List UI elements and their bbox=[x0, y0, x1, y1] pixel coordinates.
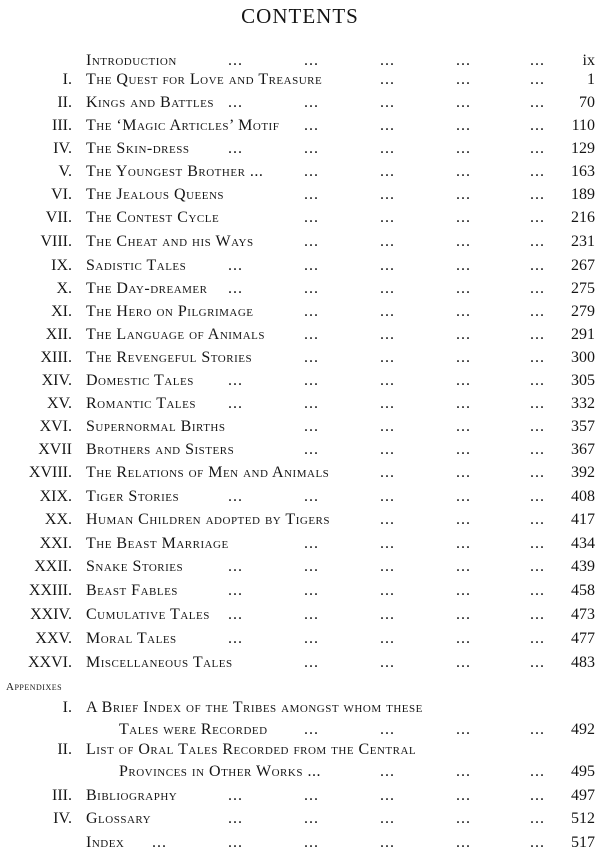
leader-dots: ... bbox=[304, 582, 319, 599]
leader-dots: ... bbox=[380, 721, 395, 738]
leader-dots: ... bbox=[456, 488, 471, 505]
leader-dots: ... bbox=[228, 94, 243, 111]
leader-dots: ... bbox=[304, 372, 319, 389]
toc-entry bbox=[0, 68, 600, 91]
leader-dots: ... bbox=[380, 535, 395, 552]
leader-dots: ... bbox=[304, 535, 319, 552]
entry-title: The Day-dreamer bbox=[86, 280, 208, 297]
entry-page: 189 bbox=[571, 186, 595, 203]
entry-number: IX. bbox=[51, 257, 72, 274]
entry-number: XXIII. bbox=[28, 582, 72, 599]
leader-dots: ... bbox=[304, 834, 319, 851]
leader-dots: ... bbox=[304, 721, 319, 738]
leader-dots: ... bbox=[380, 395, 395, 412]
toc-entry bbox=[0, 254, 600, 277]
entry-page: 163 bbox=[571, 163, 595, 180]
leader-dots: ... bbox=[456, 303, 471, 320]
entry-page: 483 bbox=[571, 654, 595, 671]
leader-dots: ... bbox=[530, 464, 545, 481]
page-title: CONTENTS bbox=[241, 4, 359, 28]
leader-dots: ... bbox=[228, 52, 243, 69]
leader-dots: ... bbox=[380, 810, 395, 827]
leader-dots: ... bbox=[304, 94, 319, 111]
entry-number: XI. bbox=[51, 303, 72, 320]
leader-dots: ... bbox=[304, 140, 319, 157]
leader-dots: ... bbox=[380, 654, 395, 671]
leader-dots: ... bbox=[456, 582, 471, 599]
leader-dots: ... bbox=[456, 395, 471, 412]
toc-entry bbox=[0, 91, 600, 114]
toc-entry bbox=[0, 651, 600, 674]
toc-entry bbox=[0, 508, 600, 531]
entry-title: Introduction bbox=[86, 52, 177, 69]
leader-dots: ... bbox=[456, 257, 471, 274]
entry-title: The Cheat and his Ways bbox=[86, 233, 254, 250]
entry-number: XXIV. bbox=[30, 606, 72, 623]
entry-title-continued: Tales were Recorded bbox=[119, 721, 268, 738]
entry-number: VIII. bbox=[40, 233, 72, 250]
leader-dots: ... bbox=[304, 418, 319, 435]
leader-dots: ... bbox=[456, 186, 471, 203]
entry-number: X. bbox=[56, 280, 72, 297]
entry-page: ix bbox=[582, 52, 595, 69]
entry-number: XII. bbox=[45, 326, 72, 343]
leader-dots: ... bbox=[228, 140, 243, 157]
entry-title: The Language of Animals bbox=[86, 326, 265, 343]
entry-page: 129 bbox=[571, 140, 595, 157]
leader-dots: ... bbox=[530, 94, 545, 111]
leader-dots: ... bbox=[456, 558, 471, 575]
leader-dots: ... bbox=[380, 488, 395, 505]
toc-entry bbox=[0, 230, 600, 253]
leader-dots: ... bbox=[380, 582, 395, 599]
leader-dots: ... bbox=[380, 630, 395, 647]
entry-title: Snake Stories bbox=[86, 558, 184, 575]
leader-dots: ... bbox=[530, 303, 545, 320]
leader-dots: ... bbox=[380, 558, 395, 575]
leader-dots: ... bbox=[530, 186, 545, 203]
leader-dots: ... bbox=[530, 558, 545, 575]
entry-page: 300 bbox=[571, 349, 595, 366]
entry-title: Beast Fables bbox=[86, 582, 178, 599]
leader-dots: ... bbox=[530, 280, 545, 297]
entry-title: Kings and Battles bbox=[86, 94, 214, 111]
entry-title: The Beast Marriage bbox=[86, 535, 229, 552]
entry-title: The Quest for Love and Treasure bbox=[86, 71, 323, 88]
entry-title: The Relations of Men and Animals bbox=[86, 464, 330, 481]
toc-entry bbox=[0, 346, 600, 369]
leader-dots: ... bbox=[304, 257, 319, 274]
entry-number: II. bbox=[57, 94, 72, 111]
entry-number: IV. bbox=[53, 810, 72, 827]
leader-dots: ... bbox=[456, 349, 471, 366]
entry-page: 417 bbox=[571, 511, 595, 528]
appendix-entry bbox=[0, 784, 600, 807]
entry-title: The ‘Magic Articles’ Motif bbox=[86, 117, 280, 134]
leader-dots: ... bbox=[530, 810, 545, 827]
entry-page: 517 bbox=[571, 834, 595, 851]
leader-dots: ... bbox=[530, 582, 545, 599]
leader-dots: ... bbox=[456, 326, 471, 343]
leader-dots: ... bbox=[530, 257, 545, 274]
leader-dots: ... bbox=[304, 52, 319, 69]
leader-dots: ... bbox=[380, 71, 395, 88]
entry-title: The Hero on Pilgrimage bbox=[86, 303, 254, 320]
leader-dots: ... bbox=[380, 257, 395, 274]
leader-dots: ... bbox=[380, 349, 395, 366]
leader-dots: ... bbox=[228, 810, 243, 827]
entry-title: Index bbox=[86, 834, 125, 851]
entry-number: I. bbox=[62, 699, 72, 716]
leader-dots: ... bbox=[380, 326, 395, 343]
entry-number: III. bbox=[52, 787, 72, 804]
entry-page: 495 bbox=[571, 763, 595, 780]
toc-entry bbox=[0, 392, 600, 415]
leader-dots: ... bbox=[304, 787, 319, 804]
leader-dots: ... bbox=[530, 441, 545, 458]
leader-dots: ... bbox=[228, 280, 243, 297]
entry-title: Tiger Stories bbox=[86, 488, 180, 505]
leader-dots: ... bbox=[380, 418, 395, 435]
entry-title: A Brief Index of the Tribes amongst whom these bbox=[86, 699, 423, 716]
leader-dots: ... bbox=[530, 349, 545, 366]
leader-dots: ... bbox=[380, 834, 395, 851]
leader-dots: ... bbox=[304, 606, 319, 623]
leader-dots: ... bbox=[530, 418, 545, 435]
entry-page: 332 bbox=[571, 395, 595, 412]
entry-title: The Skin-dress bbox=[86, 140, 190, 157]
entry-title: The Contest Cycle bbox=[86, 209, 220, 226]
leader-dots: ... bbox=[380, 464, 395, 481]
leader-dots: ... bbox=[304, 654, 319, 671]
toc-entry bbox=[0, 555, 600, 578]
entry-title: Glossary bbox=[86, 810, 152, 827]
leader-dots: ... bbox=[228, 558, 243, 575]
toc-entry bbox=[0, 369, 600, 392]
leader-dots: ... bbox=[304, 488, 319, 505]
toc-entry bbox=[0, 300, 600, 323]
leader-dots: ... bbox=[380, 209, 395, 226]
entry-title: The Revengeful Stories bbox=[86, 349, 253, 366]
entry-page: 216 bbox=[571, 209, 595, 226]
entry-title: Miscellaneous Tales bbox=[86, 654, 233, 671]
leader-dots: ... bbox=[530, 140, 545, 157]
entry-number: XXV. bbox=[35, 630, 72, 647]
leader-dots: ... bbox=[456, 606, 471, 623]
leader-dots: ... bbox=[380, 763, 395, 780]
entry-page: 1 bbox=[587, 71, 595, 88]
leader-dots: ... bbox=[228, 606, 243, 623]
leader-dots: ... bbox=[304, 349, 319, 366]
entry-title: Cumulative Tales bbox=[86, 606, 210, 623]
entry-page: 367 bbox=[571, 441, 595, 458]
leader-dots: ... bbox=[456, 654, 471, 671]
entry-page: 70 bbox=[579, 94, 595, 111]
leader-dots: ... bbox=[530, 52, 545, 69]
entry-title: Romantic Tales bbox=[86, 395, 196, 412]
entry-title: Human Children adopted by Tigers bbox=[86, 511, 330, 528]
entry-number: XV. bbox=[46, 395, 72, 412]
entry-number: XVIII. bbox=[28, 464, 72, 481]
leader-dots: ... bbox=[530, 326, 545, 343]
toc-entry bbox=[0, 206, 600, 229]
leader-dots: ... bbox=[530, 117, 545, 134]
leader-dots: ... bbox=[380, 280, 395, 297]
leader-dots: ... bbox=[228, 787, 243, 804]
leader-dots: ... bbox=[380, 441, 395, 458]
entry-title: Domestic Tales bbox=[86, 372, 194, 389]
leader-dots: ... bbox=[228, 488, 243, 505]
leader-dots: ... bbox=[530, 606, 545, 623]
leader-dots: ... bbox=[380, 787, 395, 804]
leader-dots: ... bbox=[228, 582, 243, 599]
toc-entry bbox=[0, 627, 600, 650]
toc-entry bbox=[0, 579, 600, 602]
toc-entry bbox=[0, 532, 600, 555]
leader-dots: ... bbox=[456, 280, 471, 297]
leader-dots: ... bbox=[304, 395, 319, 412]
leader-dots: ... bbox=[456, 441, 471, 458]
toc-entry bbox=[0, 114, 600, 137]
entry-page: 392 bbox=[571, 464, 595, 481]
leader-dots: ... bbox=[380, 117, 395, 134]
leader-dots: ... bbox=[304, 163, 319, 180]
entry-number: II. bbox=[57, 741, 72, 758]
toc-entry bbox=[0, 438, 600, 461]
entry-number: XXII. bbox=[34, 558, 72, 575]
leader-dots: ... bbox=[456, 511, 471, 528]
leader-dots: ... bbox=[380, 606, 395, 623]
leader-dots: ... bbox=[228, 834, 243, 851]
entry-title: Supernormal Births bbox=[86, 418, 226, 435]
entry-page: 473 bbox=[571, 606, 595, 623]
toc-entry bbox=[0, 461, 600, 484]
entry-page: 267 bbox=[571, 257, 595, 274]
entry-title: The Jealous Queens bbox=[86, 186, 225, 203]
leader-dots: ... bbox=[530, 488, 545, 505]
leader-dots: ... bbox=[530, 395, 545, 412]
toc-entry bbox=[0, 415, 600, 438]
leader-dots: ... bbox=[456, 52, 471, 69]
leader-dots: ... bbox=[530, 71, 545, 88]
toc-entry bbox=[0, 183, 600, 206]
entry-page: 512 bbox=[571, 810, 595, 827]
leader-dots: ... bbox=[380, 52, 395, 69]
leader-dots: ... bbox=[530, 763, 545, 780]
entry-title-continued: Provinces in Other Works ... bbox=[119, 763, 321, 780]
leader-dots: ... bbox=[380, 372, 395, 389]
toc-entry bbox=[0, 277, 600, 300]
leader-dots: ... bbox=[456, 763, 471, 780]
leader-dots: ... bbox=[380, 233, 395, 250]
leader-dots: ... bbox=[456, 787, 471, 804]
leader-dots: ... bbox=[380, 511, 395, 528]
leader-dots: ... bbox=[530, 372, 545, 389]
entry-page: 291 bbox=[571, 326, 595, 343]
leader-dots: ... bbox=[304, 326, 319, 343]
leader-dots: ... bbox=[304, 810, 319, 827]
leader-dots: ... bbox=[530, 163, 545, 180]
leader-dots: ... bbox=[530, 654, 545, 671]
entry-number: III. bbox=[52, 117, 72, 134]
entry-number: XIII. bbox=[40, 349, 72, 366]
entry-number: XX. bbox=[44, 511, 72, 528]
leader-dots: ... bbox=[456, 834, 471, 851]
entry-title: Moral Tales bbox=[86, 630, 177, 647]
leader-dots: ... bbox=[456, 810, 471, 827]
toc-entry bbox=[0, 485, 600, 508]
entry-page: 279 bbox=[571, 303, 595, 320]
entry-page: 492 bbox=[571, 721, 595, 738]
leader-dots: ... bbox=[304, 630, 319, 647]
leader-dots: ... bbox=[456, 630, 471, 647]
entry-page: 434 bbox=[571, 535, 595, 552]
toc-entry bbox=[0, 137, 600, 160]
leader-dots: ... bbox=[456, 372, 471, 389]
entry-number: IV. bbox=[53, 140, 72, 157]
leader-dots: ... bbox=[456, 535, 471, 552]
toc-entry bbox=[0, 323, 600, 346]
leader-dots: ... bbox=[228, 257, 243, 274]
appendix-entry bbox=[0, 831, 600, 854]
toc-entry bbox=[0, 160, 600, 183]
entry-number: V. bbox=[58, 163, 72, 180]
leader-dots: ... bbox=[530, 535, 545, 552]
entry-page: 357 bbox=[571, 418, 595, 435]
entry-title: Sadistic Tales bbox=[86, 257, 187, 274]
entry-number: XVI. bbox=[39, 418, 72, 435]
leader-dots: ... bbox=[380, 303, 395, 320]
leader-dots: ... bbox=[530, 511, 545, 528]
leader-dots: ... bbox=[228, 372, 243, 389]
entry-page: 477 bbox=[571, 630, 595, 647]
leader-dots: ... bbox=[304, 186, 319, 203]
entry-page: 231 bbox=[571, 233, 595, 250]
leader-dots: ... bbox=[530, 630, 545, 647]
leader-dots: ... bbox=[456, 418, 471, 435]
entry-title: Brothers and Sisters bbox=[86, 441, 235, 458]
entry-number: XIX. bbox=[39, 488, 72, 505]
entry-page: 110 bbox=[571, 117, 595, 134]
leader-dots: ... bbox=[380, 140, 395, 157]
leader-dots: ... bbox=[228, 630, 243, 647]
leader-dots: ... bbox=[304, 233, 319, 250]
leader-dots: ... bbox=[456, 117, 471, 134]
entry-title: The Youngest Brother ... bbox=[86, 163, 264, 180]
toc-entry bbox=[0, 603, 600, 626]
entry-page: 275 bbox=[571, 280, 595, 297]
leader-dots: ... bbox=[304, 441, 319, 458]
entry-page: 439 bbox=[571, 558, 595, 575]
appendix-entry bbox=[0, 807, 600, 830]
entry-number: XIV. bbox=[41, 372, 72, 389]
leader-dots: ... bbox=[304, 209, 319, 226]
entry-number: VI. bbox=[51, 186, 72, 203]
leader-dots: ... bbox=[456, 209, 471, 226]
leader-dots: ... bbox=[530, 834, 545, 851]
entry-page: 458 bbox=[571, 582, 595, 599]
leader-dots: ... bbox=[456, 94, 471, 111]
entry-number: VII. bbox=[45, 209, 72, 226]
appendix-entry bbox=[0, 696, 600, 740]
leader-dots: ... bbox=[228, 395, 243, 412]
entry-number: XVII bbox=[38, 441, 72, 458]
leader-dots: ... bbox=[456, 464, 471, 481]
appendixes-label: Appendixes bbox=[6, 681, 63, 693]
entry-page: 497 bbox=[571, 787, 595, 804]
leader-dots: ... bbox=[456, 140, 471, 157]
leader-dots: ... bbox=[530, 787, 545, 804]
leader-dots: ... bbox=[380, 186, 395, 203]
leader-dots: ... bbox=[380, 163, 395, 180]
entry-number: XXVI. bbox=[28, 654, 72, 671]
leader-dots: ... bbox=[456, 163, 471, 180]
leader-dots: ... bbox=[152, 834, 167, 851]
appendix-entry bbox=[0, 738, 600, 782]
leader-dots: ... bbox=[304, 558, 319, 575]
entry-title: Bibliography bbox=[86, 787, 178, 804]
leader-dots: ... bbox=[380, 94, 395, 111]
entry-page: 305 bbox=[571, 372, 595, 389]
entry-number: XXI. bbox=[39, 535, 72, 552]
leader-dots: ... bbox=[456, 71, 471, 88]
leader-dots: ... bbox=[530, 721, 545, 738]
leader-dots: ... bbox=[304, 280, 319, 297]
entry-page: 408 bbox=[571, 488, 595, 505]
leader-dots: ... bbox=[530, 209, 545, 226]
entry-title: List of Oral Tales Recorded from the Central bbox=[86, 741, 417, 758]
leader-dots: ... bbox=[456, 721, 471, 738]
leader-dots: ... bbox=[456, 233, 471, 250]
leader-dots: ... bbox=[530, 233, 545, 250]
entry-number: I. bbox=[62, 71, 72, 88]
leader-dots: ... bbox=[304, 117, 319, 134]
leader-dots: ... bbox=[304, 303, 319, 320]
